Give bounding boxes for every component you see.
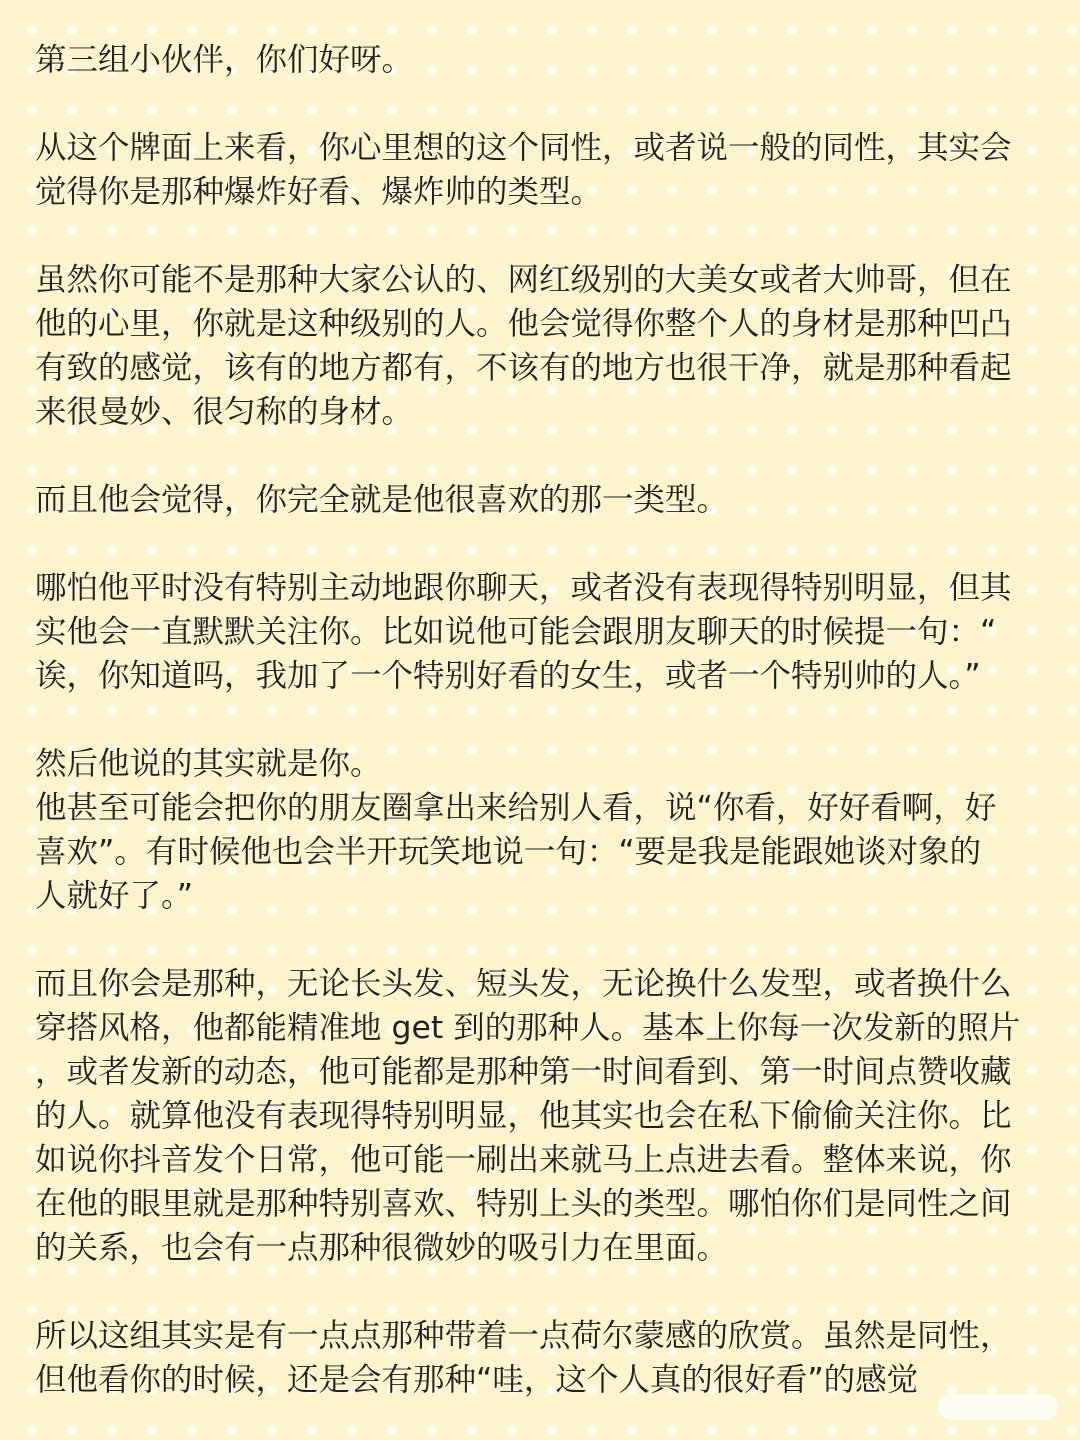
text-line: 觉得你是那种爆炸好看、爆炸帅的类型。 <box>35 174 603 210</box>
text-line: 而且他会觉得，你完全就是他很喜欢的那一类型。 <box>35 482 729 518</box>
text-line: 穿搭风格，他都能精准地 get 到的那种人。基本上你每一次发新的照片 <box>35 1010 1021 1046</box>
text-line: 从这个牌面上来看，你心里想的这个同性，或者说一般的同性，其实会 <box>35 130 1012 166</box>
paragraph-greeting <box>35 38 1045 82</box>
text-line: 而且你会是那种，无论长头发、短头发，无论换什么发型，或者换什么 <box>35 966 1012 1002</box>
paragraph-gap <box>35 82 1045 126</box>
text-line: 但他看你的时候，还是会有那种“哇，这个人真的很好看”的感觉 <box>35 1362 919 1398</box>
text-line: 实他会一直默默关注你。比如说他可能会跟朋友聊天的时候提一句：“ <box>35 614 997 650</box>
paragraph-gap <box>35 434 1045 478</box>
paragraph-gap <box>35 1270 1045 1314</box>
paragraph-3 <box>35 258 1045 434</box>
text-line: 在他的眼里就是那种特别喜欢、特别上头的类型。哪怕你们是同性之间 <box>35 1186 1012 1222</box>
text-line: 他的心里，你就是这种级别的人。他会觉得你整个人的身材是那种凹凸 <box>35 306 1012 342</box>
paragraph-5 <box>35 566 1045 698</box>
watermark-overlay <box>938 1394 1058 1420</box>
paragraph-7 <box>35 962 1045 1270</box>
text-line: 第三组小伙伴，你们好呀。 <box>35 42 414 78</box>
text-line: 虽然你可能不是那种大家公认的、网红级别的大美女或者大帅哥，但在 <box>35 262 1012 298</box>
text-line: 他甚至可能会把你的朋友圈拿出来给别人看，说“你看，好好看啊，好 <box>35 790 997 826</box>
text-line: 如说你抖音发个日常，他可能一刷出来就马上点进去看。整体来说，你 <box>35 1142 1012 1178</box>
text-line: 哪怕他平时没有特别主动地跟你聊天，或者没有表现得特别明显，但其 <box>35 570 1012 606</box>
text-line: 喜欢”。有时候他也会半开玩笑地说一句：“要是我是能跟她谈对象的 <box>35 834 982 870</box>
paragraph-8 <box>35 1314 1045 1402</box>
paragraph-2 <box>35 126 1045 214</box>
text-line: 有致的感觉，该有的地方都有，不该有的地方也很干净，就是那种看起 <box>35 350 1012 386</box>
text-line: 来很曼妙、很匀称的身材。 <box>35 394 414 430</box>
text-line: 的关系，也会有一点那种很微妙的吸引力在里面。 <box>35 1230 729 1266</box>
paragraph-4 <box>35 478 1045 522</box>
text-line: 人就好了。” <box>35 878 194 914</box>
text-line: 然后他说的其实就是你。 <box>35 746 382 782</box>
paragraph-gap <box>35 522 1045 566</box>
text-line: 诶，你知道吗，我加了一个特别好看的女生，或者一个特别帅的人。” <box>35 658 981 694</box>
paragraph-gap <box>35 918 1045 962</box>
text-line: 的人。就算他没有表现得特别明显，他其实也会在私下偷偷关注你。比 <box>35 1098 1012 1134</box>
paragraph-gap <box>35 214 1045 258</box>
text-line: ，或者发新的动态，他可能都是那种第一时间看到、第一时间点赞收藏 <box>35 1054 1012 1090</box>
text-line: 所以这组其实是有一点点那种带着一点荷尔蒙感的欣赏。虽然是同性， <box>35 1318 1012 1354</box>
paragraph-6 <box>35 742 1045 918</box>
paragraph-gap <box>35 698 1045 742</box>
note-text-body <box>35 38 1045 1402</box>
